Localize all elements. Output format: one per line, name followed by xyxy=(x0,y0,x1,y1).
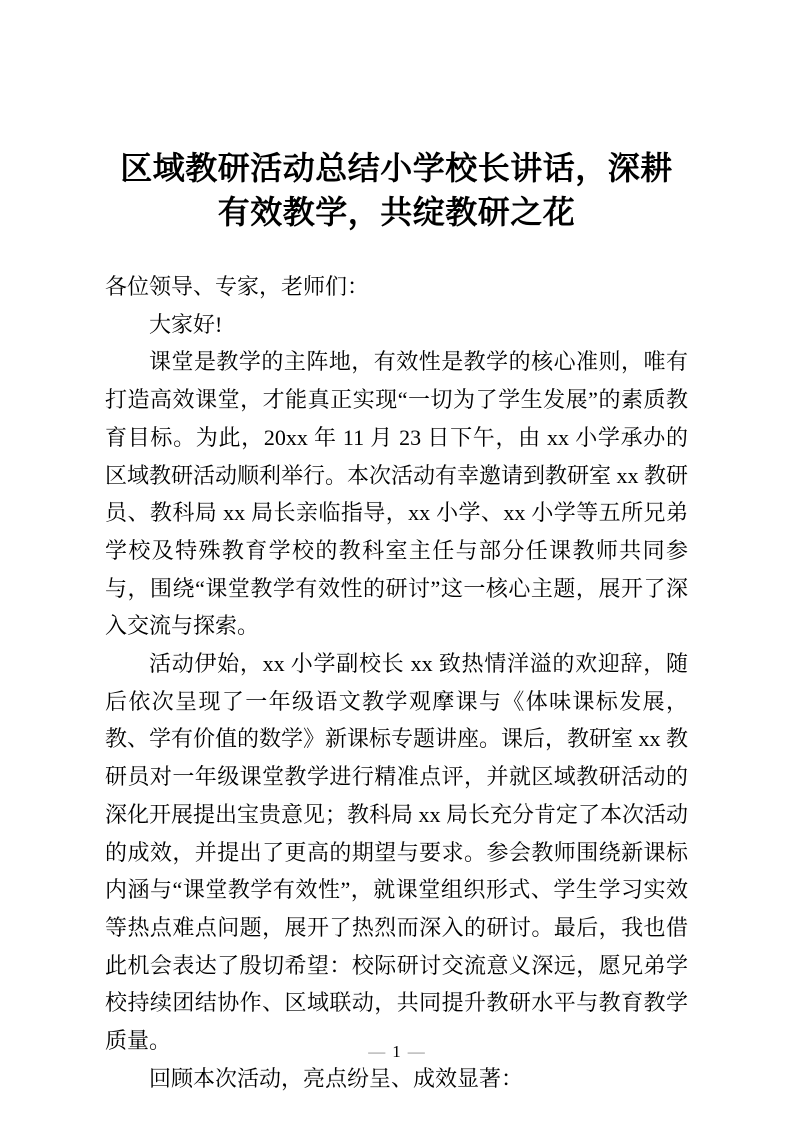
paragraph-activity-overview: 课堂是教学的主阵地，有效性是教学的核心准则，唯有打造高效课堂，才能真正实现“一切为了学生发展”的素质教育目标。为此，20xx 年 11 月 23 日下午，由 xx 小学承办的区域教研活动顺利举行。本次活动有幸邀请到教研室 xx 教研员、教科局 xx 局长亲临指导，xx 小学、xx 小学等五所兄弟学校及特殊教育学校的教科室主任与部分任课教师共同参与，围绕“课堂教学有效性的研讨”这一核心主题，展开了深入交流与探索。 xyxy=(105,349,689,639)
paragraph-activity-process: 活动伊始，xx 小学副校长 xx 致热情洋溢的欢迎辞，随后依次呈现了一年级语文教学观摩课与《体味课标发展，教、学有价值的数学》新课标专题讲座。课后，教研室 xx 教研员对一年级课堂教学进行精准点评，并就区域教研活动的深化开展提出宝贵意见；教科局 xx 局长充分肯定了本次活动的成效，并提出了更高的期望与要求。参会教师围绕新课标内涵与“课堂教学有效性”，就课堂组织形式、学生学习实效等热点难点问题，展开了热烈而深入的研讨。最后，我也借此机会表达了殷切希望：校际研讨交流意义深远，愿兄弟学校持续团结协作、区域联动，共同提升教研水平与教育教学质量。 xyxy=(105,651,689,1054)
salutation-line: 各位领导、专家，老师们： xyxy=(105,274,370,299)
document-content xyxy=(105,0,688,1097)
footer-dash-left: — xyxy=(368,1042,386,1061)
paragraph-greeting: 大家好! xyxy=(149,311,223,337)
paragraph-review-lead-in: 回顾本次活动，亮点纷呈、成效显著： xyxy=(149,1065,524,1091)
footer-dash-right: — xyxy=(407,1042,425,1061)
page-footer xyxy=(0,1042,793,1062)
page-number: 1 xyxy=(392,1042,401,1061)
document-title: 区域教研活动总结小学校长讲话，深耕有效教学，共绽教研之花 xyxy=(120,150,673,230)
